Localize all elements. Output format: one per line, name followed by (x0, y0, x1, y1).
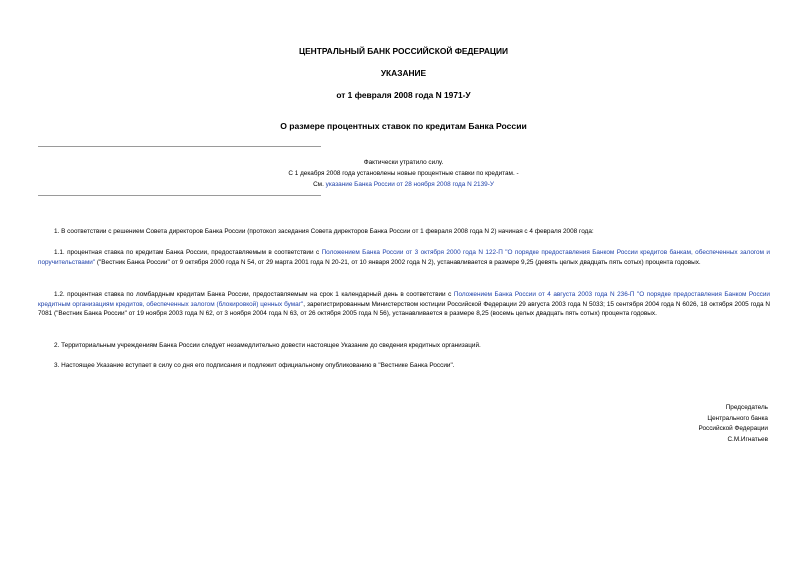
note-top-rule (38, 146, 321, 147)
paragraph-2: 2. Территориальным учреждениям Банка России следует незамедлительно довести настоящее Указание до сведения кредитных организаций. (54, 342, 481, 349)
date-number-heading: от 1 февраля 2008 года N 1971-У (336, 90, 471, 100)
paragraph-1-1-text-a: 1.1. процентная ставка по кредитам Банка России, предоставляемым в соответствии с (54, 249, 322, 256)
signature-title-2: Центрального банка (707, 415, 768, 422)
paragraph-1-1 (38, 248, 770, 267)
document-title: О размере процентных ставок по кредитам Банка России (280, 121, 527, 131)
paragraph-1: 1. В соответствии с решением Совета директоров Банка России (протокол заседания Совета директоров Банка России от 1 февраля 2008 года N 2) начиная с 4 февраля 2008 года: (54, 228, 594, 235)
paragraph-1-2-text-b: , зарегистрированным Министерством юстиции Российской Федерации 29 августа 2003 года N 5033; 15 сентября 2004 года N 6026, 18 октября 2005 года N 7081 ("Вестник Банка России" от 19 ноября 2003 года N 62, от 3 ноября 2004 года N 63, от 26 октября 2005 года N 56), устанавливается в размере 8,25 (восемь целых двадцать пять сотых) процента годовых. (38, 300, 770, 318)
signature-title-3: Российской Федерации (698, 425, 768, 432)
regulation-122p-link[interactable]: Положением Банка России от 3 октября 2000 года N 122-П "О порядке предоставления Банком России кредитов банкам, обеспеченных залогом и поручительствами" (38, 249, 770, 266)
amending-decree-link[interactable]: указание Банка России от 28 ноября 2008 года N 2139-У (325, 181, 494, 188)
regulation-236p-link[interactable]: Положением Банка России от 4 августа 2003 года N 236-П "О порядке предоставления Банком России кредитным организациям кредитов, обеспеченных залогом (блокировкой) ценных бумаг" (38, 291, 771, 308)
issuer-heading: ЦЕНТРАЛЬНЫЙ БАНК РОССИЙСКОЙ ФЕДЕРАЦИИ (298, 46, 509, 56)
doc-type-heading: УКАЗАНИЕ (380, 68, 427, 78)
note-line-2: С 1 декабря 2008 года установлены новые процентные ставки по кредитам. - (288, 170, 519, 177)
note-bottom-rule (38, 195, 321, 196)
paragraph-1-2-text-a: 1.2. процентная ставка по ломбардным кредитам Банка России, предоставляемым на срок 1 календарный день в соответствии с (54, 291, 454, 298)
paragraph-1-2 (38, 290, 770, 319)
signature-title-1: Председатель (725, 404, 768, 411)
note-line-3 (0, 179, 807, 190)
paragraph-3: 3. Настоящее Указание вступает в силу со дня его подписания и подлежит официальному опубликованию в "Вестнике Банка России". (54, 362, 455, 369)
paragraph-1-1-text-b: ("Вестник Банка России" от 9 октября 2000 года N 54, от 29 марта 2001 года N 20-21, от 10 января 2002 года N 2), устанавливается в размере 9,25 (девять целых двадцать пять сотых) процента годовых. (95, 258, 701, 266)
signature-name: С.М.Игнатьев (727, 436, 768, 443)
note-line-1: Фактически утратило силу. (363, 159, 444, 166)
note-line-3-prefix: См. (313, 181, 326, 188)
